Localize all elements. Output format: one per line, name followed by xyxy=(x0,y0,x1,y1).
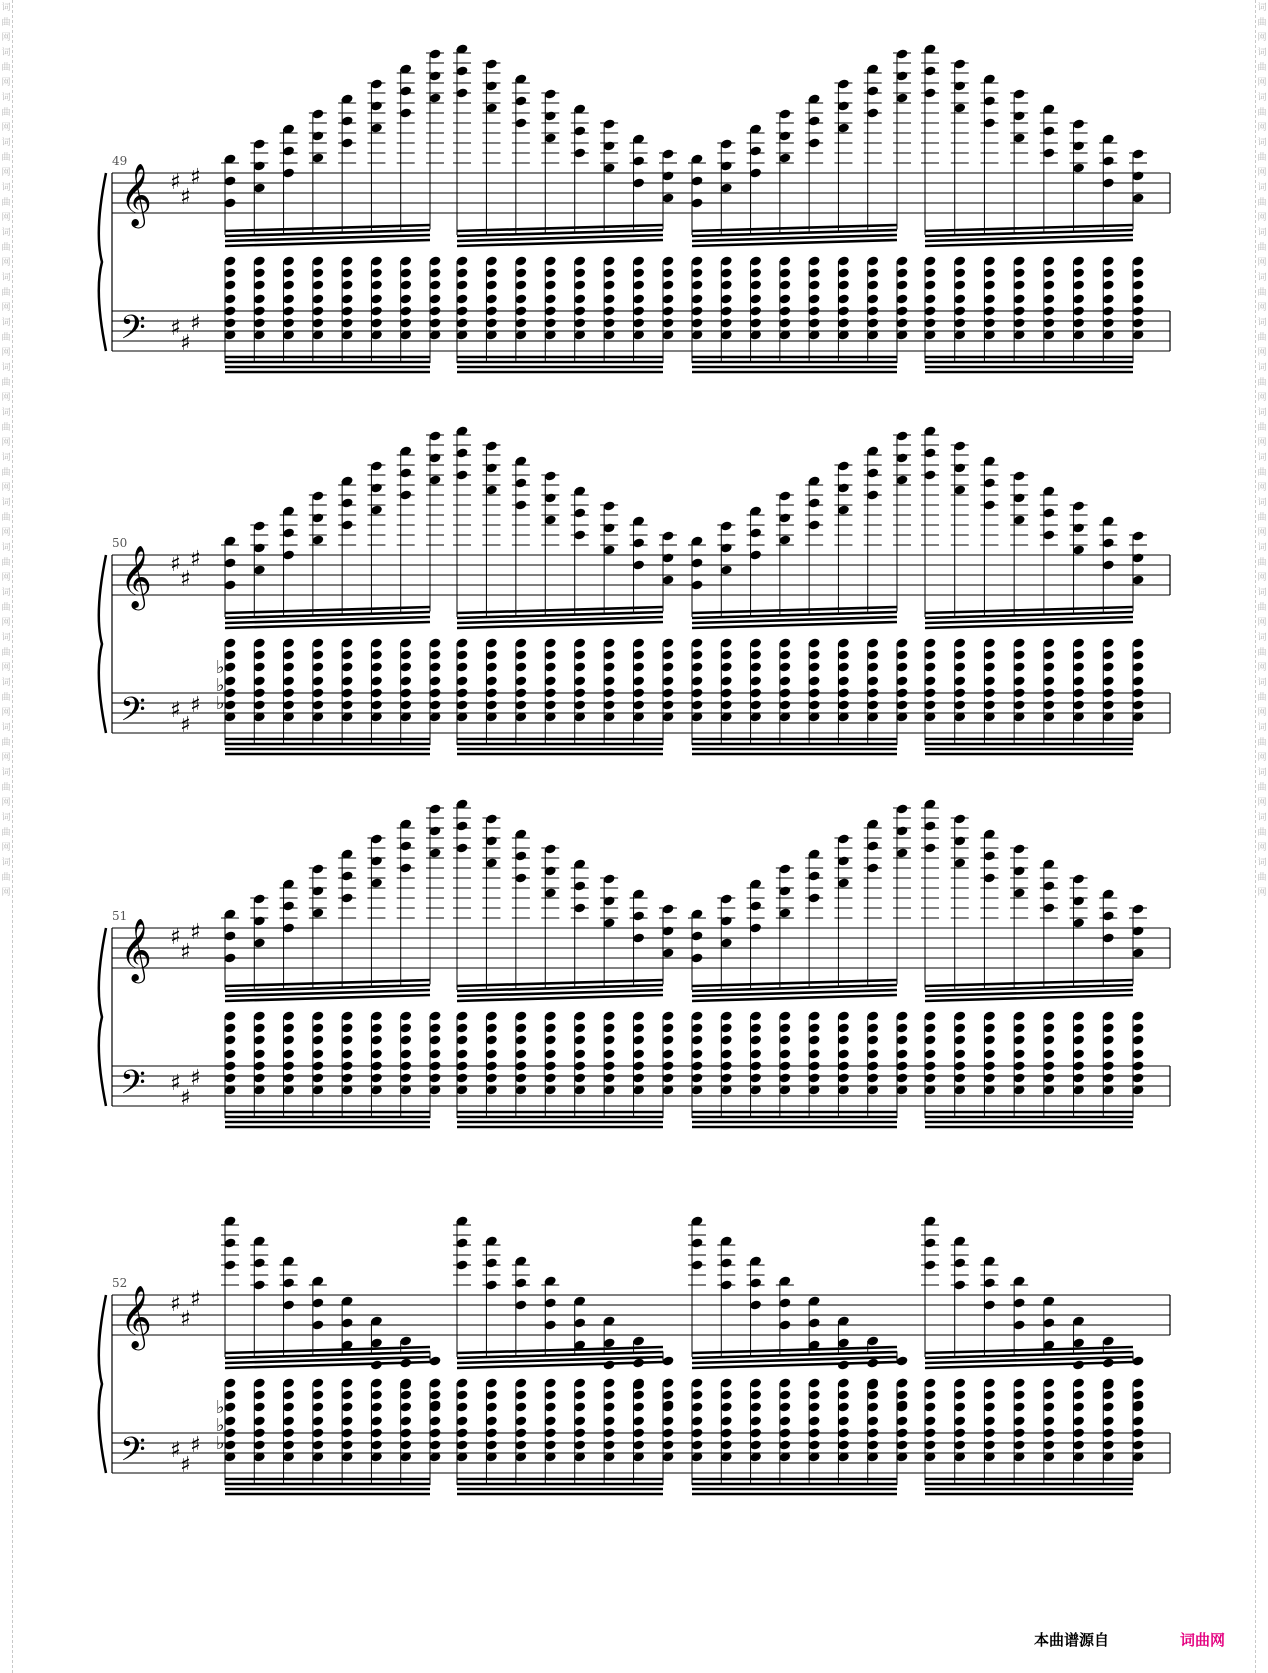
watermark-text: 曲 xyxy=(1257,63,1267,73)
watermark-text: 曲 xyxy=(1,423,11,433)
key-sharp: ♯ xyxy=(190,1287,201,1312)
watermark-text: 词 xyxy=(1257,633,1267,643)
key-sharp: ♯ xyxy=(170,552,181,577)
watermark-text: 曲 xyxy=(1257,153,1267,163)
watermark-text: 网 xyxy=(1,213,11,223)
watermark-text: 曲 xyxy=(1257,558,1267,568)
watermark-text: 网 xyxy=(1257,663,1267,673)
key-sharp: ♯ xyxy=(170,925,181,950)
watermark-text: 词 xyxy=(1257,183,1267,193)
watermark-text: 网 xyxy=(1257,483,1267,493)
key-sharp: ♯ xyxy=(170,1292,181,1317)
watermark-text: 词 xyxy=(1,858,11,868)
watermark-text: 词 xyxy=(1257,138,1267,148)
system-51 xyxy=(99,798,1170,1127)
watermark-text: 网 xyxy=(1,708,11,718)
watermark-text: 网 xyxy=(1257,213,1267,223)
watermark-text: 曲 xyxy=(1257,513,1267,523)
brace xyxy=(99,555,106,733)
brace xyxy=(99,1295,106,1473)
watermark-text: 曲 xyxy=(1257,333,1267,343)
watermark-text: 网 xyxy=(1257,33,1267,43)
watermark-text: 曲 xyxy=(1257,198,1267,208)
key-sharp: ♯ xyxy=(180,713,191,738)
key-sharp: ♯ xyxy=(180,567,191,592)
watermark-text: 网 xyxy=(1,798,11,808)
watermark-text: 网 xyxy=(1257,438,1267,448)
brand-link[interactable]: 词曲网 xyxy=(1180,1631,1226,1649)
watermark-text: 曲 xyxy=(1257,423,1267,433)
flat-accidental: ♭ xyxy=(216,675,225,696)
watermark-text: 词 xyxy=(1257,3,1267,13)
watermark-text: 曲 xyxy=(1,603,11,613)
watermark-text: 词 xyxy=(1,453,11,463)
watermark-text: 词 xyxy=(1,138,11,148)
key-sharp: ♯ xyxy=(180,1086,191,1111)
watermark-text: 曲 xyxy=(1,63,11,73)
watermark-text: 词 xyxy=(1,318,11,328)
watermark-text: 网 xyxy=(1257,753,1267,763)
watermark-text: 网 xyxy=(1257,348,1267,358)
watermark-text: 词 xyxy=(1,363,11,373)
watermark-text: 词 xyxy=(1,48,11,58)
key-sharp: ♯ xyxy=(180,1307,191,1332)
bass-clef: 𝄢 xyxy=(120,1431,146,1477)
watermark-text: 网 xyxy=(1257,393,1267,403)
watermark-text: 网 xyxy=(1257,798,1267,808)
watermark-text: 网 xyxy=(1257,303,1267,313)
watermark-text: 网 xyxy=(1,438,11,448)
flat-accidental: ♭ xyxy=(216,693,225,714)
watermark-text: 网 xyxy=(1,483,11,493)
watermark-text: 曲 xyxy=(1,648,11,658)
watermark-text: 曲 xyxy=(1,198,11,208)
treble-clef: 𝄞 xyxy=(120,918,152,981)
system-52 xyxy=(99,1215,1170,1494)
watermark-text: 网 xyxy=(1257,843,1267,853)
watermark-text: 词 xyxy=(1,588,11,598)
watermark-text: 网 xyxy=(1257,78,1267,88)
watermark-text: 网 xyxy=(1257,573,1267,583)
watermark-text: 词 xyxy=(1257,93,1267,103)
watermark-text: 曲 xyxy=(1257,603,1267,613)
key-sharp: ♯ xyxy=(190,165,201,190)
source-label: 本曲谱源自 xyxy=(1034,1631,1110,1649)
watermark-text: 词 xyxy=(1257,498,1267,508)
measure-number: 51 xyxy=(112,909,128,923)
watermark-text: 词 xyxy=(1257,408,1267,418)
key-sharp: ♯ xyxy=(170,698,181,723)
watermark-text: 词 xyxy=(1,678,11,688)
watermark-text: 网 xyxy=(1,573,11,583)
treble-clef: 𝄞 xyxy=(120,163,152,226)
key-sharp: ♯ xyxy=(170,1071,181,1096)
watermark-text: 曲 xyxy=(1,243,11,253)
watermark-text: 词 xyxy=(1,273,11,283)
system-50 xyxy=(99,425,1170,754)
watermark-text: 词 xyxy=(1,93,11,103)
watermark-text: 曲 xyxy=(1,738,11,748)
watermark-text: 曲 xyxy=(1257,648,1267,658)
system-49 xyxy=(99,43,1170,372)
watermark-text: 词 xyxy=(1,768,11,778)
watermark-text: 曲 xyxy=(1257,468,1267,478)
watermark-text: 词 xyxy=(1257,768,1267,778)
watermark-text: 曲 xyxy=(1,513,11,523)
watermark-text: 曲 xyxy=(1257,873,1267,883)
watermark-text: 词 xyxy=(1257,363,1267,373)
watermark-text: 曲 xyxy=(1257,693,1267,703)
watermark-text: 网 xyxy=(1257,708,1267,718)
page-footer xyxy=(0,1629,1268,1653)
flat-accidental: ♭ xyxy=(216,657,225,678)
watermark-text: 曲 xyxy=(1,828,11,838)
watermark-text: 词 xyxy=(1,228,11,238)
watermark-text: 曲 xyxy=(1257,828,1267,838)
watermark-text: 曲 xyxy=(1257,738,1267,748)
watermark-text: 曲 xyxy=(1,108,11,118)
flat-accidental: ♭ xyxy=(216,1415,225,1436)
watermark-text: 曲 xyxy=(1,18,11,28)
watermark-text: 网 xyxy=(1257,888,1267,898)
watermark-text: 网 xyxy=(1,528,11,538)
watermark-text: 网 xyxy=(1257,528,1267,538)
watermark-text: 网 xyxy=(1,258,11,268)
bass-clef: 𝄢 xyxy=(120,691,146,737)
watermark-text: 网 xyxy=(1,303,11,313)
flat-accidental: ♭ xyxy=(216,1433,225,1454)
watermark-text: 曲 xyxy=(1257,108,1267,118)
watermark-text: 网 xyxy=(1257,618,1267,628)
watermark-text: 曲 xyxy=(1,558,11,568)
watermark-text: 曲 xyxy=(1,783,11,793)
watermark-text: 曲 xyxy=(1257,378,1267,388)
watermark-text: 词 xyxy=(1257,228,1267,238)
watermark-text: 词 xyxy=(1257,48,1267,58)
watermark-text: 词 xyxy=(1257,318,1267,328)
key-sharp: ♯ xyxy=(190,1433,201,1458)
watermark-text: 曲 xyxy=(1,288,11,298)
watermark-text: 网 xyxy=(1,753,11,763)
watermark-text: 词 xyxy=(1257,858,1267,868)
watermark-text: 网 xyxy=(1,843,11,853)
key-sharp: ♯ xyxy=(170,170,181,195)
watermark-text: 曲 xyxy=(1257,243,1267,253)
watermark-text: 网 xyxy=(1,393,11,403)
watermark-text: 网 xyxy=(1,663,11,673)
watermark-text: 网 xyxy=(1,888,11,898)
watermark-text: 曲 xyxy=(1257,18,1267,28)
watermark-text: 词 xyxy=(1257,543,1267,553)
watermark-text: 词 xyxy=(1257,678,1267,688)
watermark-text: 网 xyxy=(1,123,11,133)
watermark-text: 曲 xyxy=(1,468,11,478)
watermark-text: 网 xyxy=(1257,258,1267,268)
key-sharp: ♯ xyxy=(180,1453,191,1478)
key-sharp: ♯ xyxy=(180,331,191,356)
watermark-text: 词 xyxy=(1,813,11,823)
watermark-text: 网 xyxy=(1,78,11,88)
measure-number: 49 xyxy=(112,154,128,168)
watermark-text: 词 xyxy=(1,723,11,733)
watermark-text: 词 xyxy=(1,408,11,418)
watermark-text: 曲 xyxy=(1,873,11,883)
watermark-text: 词 xyxy=(1257,273,1267,283)
treble-clef: 𝄞 xyxy=(120,1285,152,1348)
watermark-text: 词 xyxy=(1257,588,1267,598)
key-sharp: ♯ xyxy=(190,547,201,572)
bass-clef: 𝄢 xyxy=(120,1064,146,1110)
brace xyxy=(99,928,106,1106)
key-sharp: ♯ xyxy=(190,693,201,718)
watermark-text: 词 xyxy=(1257,813,1267,823)
watermark-text: 曲 xyxy=(1,693,11,703)
key-sharp: ♯ xyxy=(170,1438,181,1463)
watermark-text: 词 xyxy=(1257,723,1267,733)
watermark-text: 网 xyxy=(1257,168,1267,178)
watermark-text: 曲 xyxy=(1,333,11,343)
watermark-text: 词 xyxy=(1,498,11,508)
flat-accidental: ♭ xyxy=(216,1397,225,1418)
watermark-text: 曲 xyxy=(1,153,11,163)
watermark-text: 网 xyxy=(1257,123,1267,133)
measure-number: 52 xyxy=(112,1276,128,1290)
key-sharp: ♯ xyxy=(190,1066,201,1091)
watermark-text: 词 xyxy=(1,3,11,13)
watermark-text: 网 xyxy=(1,168,11,178)
measure-number: 50 xyxy=(112,536,128,550)
watermark-text: 网 xyxy=(1,348,11,358)
watermark-text: 词 xyxy=(1257,453,1267,463)
brace xyxy=(99,173,106,351)
watermark-text: 词 xyxy=(1,633,11,643)
watermark-text: 词 xyxy=(1,543,11,553)
watermark-text: 曲 xyxy=(1,378,11,388)
key-sharp: ♯ xyxy=(180,185,191,210)
treble-clef: 𝄞 xyxy=(120,545,152,608)
key-sharp: ♯ xyxy=(180,940,191,965)
watermark-text: 曲 xyxy=(1257,288,1267,298)
watermark-text: 曲 xyxy=(1257,783,1267,793)
watermark-text: 网 xyxy=(1,618,11,628)
watermark-text: 网 xyxy=(1,33,11,43)
key-sharp: ♯ xyxy=(170,316,181,341)
watermark-text: 词 xyxy=(1,183,11,193)
key-sharp: ♯ xyxy=(190,920,201,945)
key-sharp: ♯ xyxy=(190,311,201,336)
bass-clef: 𝄢 xyxy=(120,309,146,355)
